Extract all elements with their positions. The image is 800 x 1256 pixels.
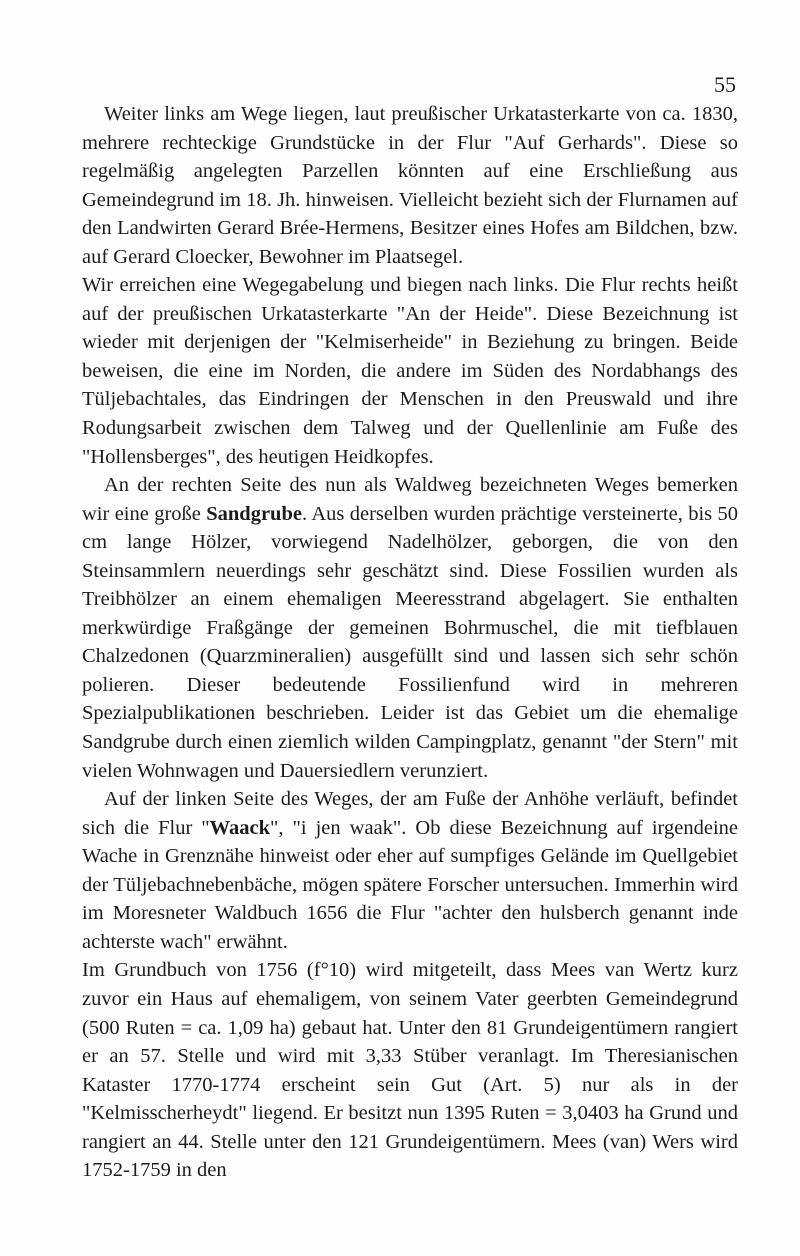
bold-term: Sandgrube (206, 502, 302, 525)
paragraph-p4 (82, 785, 738, 956)
bold-term: Waack (209, 816, 271, 839)
paragraph-p3 (82, 471, 738, 785)
paragraph-p5 (82, 956, 738, 1184)
paragraph-p1 (82, 100, 738, 271)
text-segment: . Aus derselben wurden prächtige versteinerte, bis 50 cm lange Hölzer, vorwiegend Nadelhölzer, geborgen, die von den Steinsammlern neuerdings sehr geschätzt sind. Diese Fossilien wurden als Treibhölzer an einem ehemaligen Meeresstrand abgelagert. Sie enthalten merkwürdige Fraßgänge der gemeinen Bohrmuschel, die mit tiefblauen Chalzedonen (Quarzmineralien) ausgefüllt sind und lassen sich sehr schön polieren. Dieser bedeutende Fossilienfund wird in mehreren Spezialpublikationen beschrieben. Leider ist das Gebiet um die ehemalige Sandgrube durch einen ziemlich wilden Campingplatz, genannt "der Stern" mit vielen Wohnwagen und Dauersiedlern verunziert. (82, 502, 738, 782)
page-number: 55 (714, 72, 736, 97)
body-text (82, 100, 738, 1185)
text-segment: Weiter links am Wege liegen, laut preußischer Urkatasterkarte von ca. 1830, mehrere rechteckige Grundstücke in der Flur "Auf Gerhards". Diese so regelmäßig angelegten Parzellen könnten auf eine Erschließung aus Gemeindegrund im 18. Jh. hinweisen. Vielleicht bezieht sich der Flurnamen auf den Landwirten Gerard Brée-Hermens, Besitzer eines Hofes am Bildchen, bzw. auf Gerard Cloecker, Bewohner im Plaatsegel. (82, 103, 738, 268)
paragraph-p2 (82, 271, 738, 471)
text-segment: Wir erreichen eine Wegegabelung und biegen nach links. Die Flur rechts heißt auf der preußischen Urkatasterkarte "An der Heide". Diese Bezeichnung ist wieder mit derjenigen der "Kelmiserheide" in Beziehung zu bringen. Beide beweisen, die eine im Norden, die andere im Süden des Nordabhangs des Tüljebachtales, das Eindringen der Menschen in den Preuswald und ihre Rodungsarbeit zwischen dem Talweg und der Quellenlinie am Fuße des "Hollensberges", des heutigen Heidkopfes. (82, 274, 738, 468)
text-segment: ", "i jen waak". Ob diese Bezeichnung auf irgendeine Wache in Grenznähe hinweist oder eher auf sumpfiges Gelände im Quellgebiet der Tüljebachnebenbäche, mögen spätere Forscher untersuchen. Immerhin wird im Moresneter Waldbuch 1656 die Flur "achter den hulsberch genannt inde achterste wach" erwähnt. (82, 816, 739, 953)
text-segment: Im Grundbuch von 1756 (f°10) wird mitgeteilt, dass Mees van Wertz kurz zuvor ein Haus auf ehemaligem, von seinem Vater geerbten Gemeindegrund (500 Ruten = ca. 1,09 ha) gebaut hat. Unter den 81 Grundeigentümern rangiert er an 57. Stelle und wird mit 3,33 Stüber veranlagt. Im Theresianischen Kataster 1770-1774 erscheint sein Gut (Art. 5) nur als in der "Kelmisscherheydt" liegend. Er besitzt nun 1395 Ruten = 3,0403 ha Grund und rangiert an 44. Stelle unter den 121 Grundeigentümern. Mees (van) Wers wird 1752-1759 in den (82, 959, 738, 1182)
text-segment: An der rechten Seite des nun als Waldweg bezeichneten Weges bemerken wir eine große (82, 474, 738, 525)
text-segment: Auf der linken Seite des Weges, der am Fuße der Anhöhe verläuft, befindet sich die Flur " (82, 788, 738, 839)
